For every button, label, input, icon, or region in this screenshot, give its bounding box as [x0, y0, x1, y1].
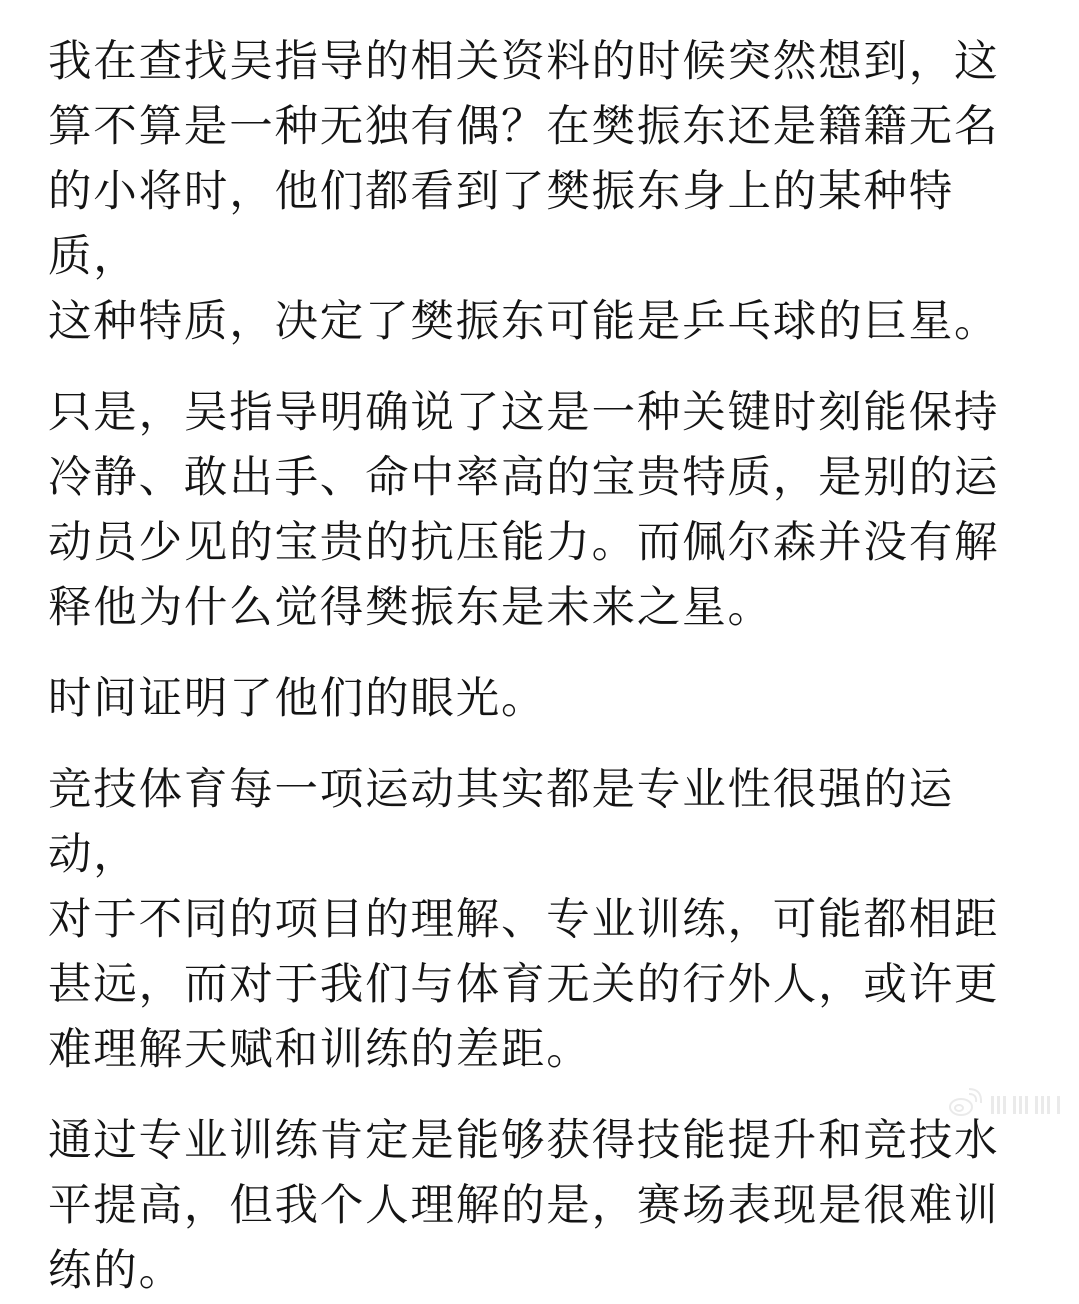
article-body — [48, 30, 1038, 1304]
paragraph-1: 我在查找吴指导的相关资料的时候突然想到，这 算不算是一种无独有偶？在樊振东还是籍籍无名 的小将时，他们都看到了樊振东身上的某种特质， 这种特质，决定了樊振东可能是乒乓球的巨星。 — [48, 37, 1000, 347]
paragraph-2: 只是，吴指导明确说了这是一种关键时刻能保持 冷静、敢出手、命中率高的宝贵特质，是别的运 动员少见的宝贵的抗压能力。而佩尔森并没有解 释他为什么觉得樊振东是未来之星。 — [48, 388, 1000, 633]
paragraph-5: 通过专业训练肯定是能够获得技能提升和竞技水 平提高，但我个人理解的是，赛场表现是很难训 练的。 — [48, 1116, 1000, 1296]
paragraph-3: 时间证明了他们的眼光。 — [48, 674, 547, 724]
paragraph-4: 竞技体育每一项运动其实都是专业性很强的运动， 对于不同的项目的理解、专业训练，可能都相距 甚远，而对于我们与体育无关的行外人，或许更 难理解天赋和训练的差距。 — [48, 765, 1000, 1075]
weibo-logo-icon — [947, 1088, 1067, 1120]
